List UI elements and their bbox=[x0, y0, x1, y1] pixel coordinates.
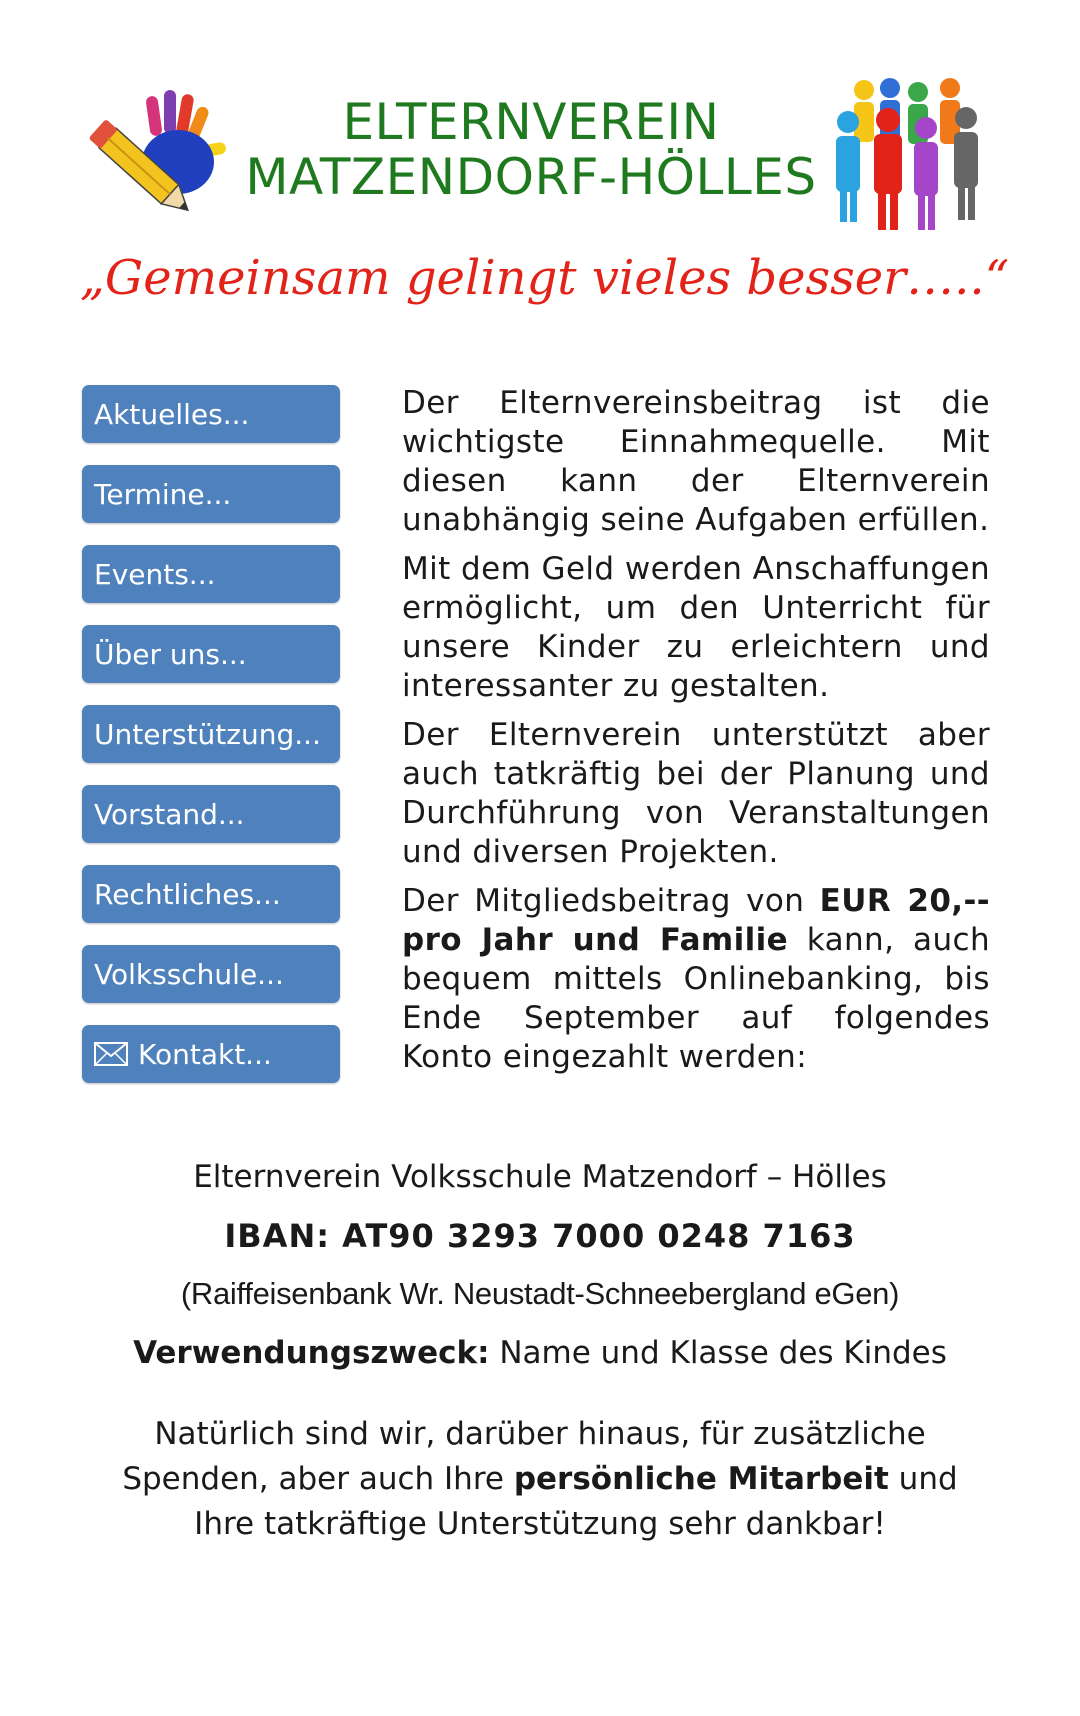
bank-name: (Raiffeisenbank Wr. Neustadt-Schneebergland eGen) bbox=[180, 1276, 900, 1311]
nav-button-termine[interactable]: Termine... bbox=[82, 465, 340, 523]
nav-button-rechtliches[interactable]: Rechtliches... bbox=[82, 865, 340, 923]
paragraph-4 bbox=[402, 882, 990, 1077]
iban: IBAN: AT90 3293 7000 0248 7163 bbox=[224, 1217, 856, 1255]
page-title bbox=[236, 95, 826, 205]
thanks-text bbox=[40, 1412, 1040, 1547]
nav-button-volksschule[interactable]: Volksschule... bbox=[82, 945, 340, 1003]
thanks-line-1: Natürlich sind wir, darüber hinaus, für zusätzliche bbox=[154, 1416, 926, 1452]
thanks-line-2-start: Spenden, aber auch Ihre bbox=[122, 1461, 514, 1497]
title-line-2: MATZENDORF-HÖLLES bbox=[245, 148, 817, 206]
hand-pencil-logo-icon bbox=[78, 84, 238, 224]
nav-button-ueber-uns[interactable]: Über uns... bbox=[82, 625, 340, 683]
fee-details: kann, auch bequem mittels Onlinebanking, bis Ende September auf folgendes Konto eingezahlt werden: bbox=[402, 922, 990, 1075]
nav-button-vorstand[interactable]: Vorstand... bbox=[82, 785, 340, 843]
fee-intro: Der Mitgliedsbeitrag von bbox=[402, 883, 820, 919]
account-holder: Elternverein Volksschule Matzendorf – Hölles bbox=[193, 1159, 887, 1195]
title-line-1: ELTERNVEREIN bbox=[342, 93, 720, 151]
nav-button-kontakt-label: Kontakt... bbox=[138, 1037, 272, 1071]
nav-button-events[interactable]: Events... bbox=[82, 545, 340, 603]
thanks-line-3: Ihre tatkräftige Unterstützung sehr dankbar! bbox=[194, 1506, 886, 1542]
header bbox=[0, 0, 1080, 340]
sidebar-nav bbox=[82, 385, 340, 1105]
payment-purpose bbox=[40, 1333, 1040, 1373]
paragraph-3: Der Elternverein unterstützt aber auch tatkräftig bei der Planung und Durchführung von Veranstaltungen und diversen Projekten. bbox=[402, 717, 990, 870]
purpose-value: Name und Klasse des Kindes bbox=[489, 1335, 947, 1371]
nav-button-aktuelles[interactable]: Aktuelles... bbox=[82, 385, 340, 443]
slogan: „Gemeinsam gelingt vieles besser…..“ bbox=[80, 250, 1010, 306]
thanks-line-2-end: und bbox=[888, 1461, 958, 1497]
thanks-line-2-bold: persönliche Mitarbeit bbox=[513, 1461, 889, 1497]
paragraph-1: Der Elternvereinsbeitrag ist die wichtigste Einnahmequelle. Mit diesen kann der Elternverein unabhängig seine Aufgaben erfüllen. bbox=[402, 385, 990, 538]
people-group-logo-icon bbox=[826, 76, 996, 236]
nav-button-kontakt[interactable] bbox=[82, 1025, 340, 1083]
mail-icon bbox=[94, 1042, 128, 1066]
purpose-label: Verwendungszweck: bbox=[133, 1335, 490, 1371]
thanks-line-2 bbox=[40, 1457, 1040, 1502]
fee-amount: EUR 20,-- pro Jahr und Familie bbox=[402, 883, 990, 958]
paragraph-2: Mit dem Geld werden Anschaffungen ermöglicht, um den Unterricht für unsere Kinder zu erleichtern und interessanter zu gestalten. bbox=[402, 551, 990, 704]
nav-button-unterstuetzung[interactable]: Unterstützung... bbox=[82, 705, 340, 763]
main-text bbox=[402, 384, 990, 1087]
